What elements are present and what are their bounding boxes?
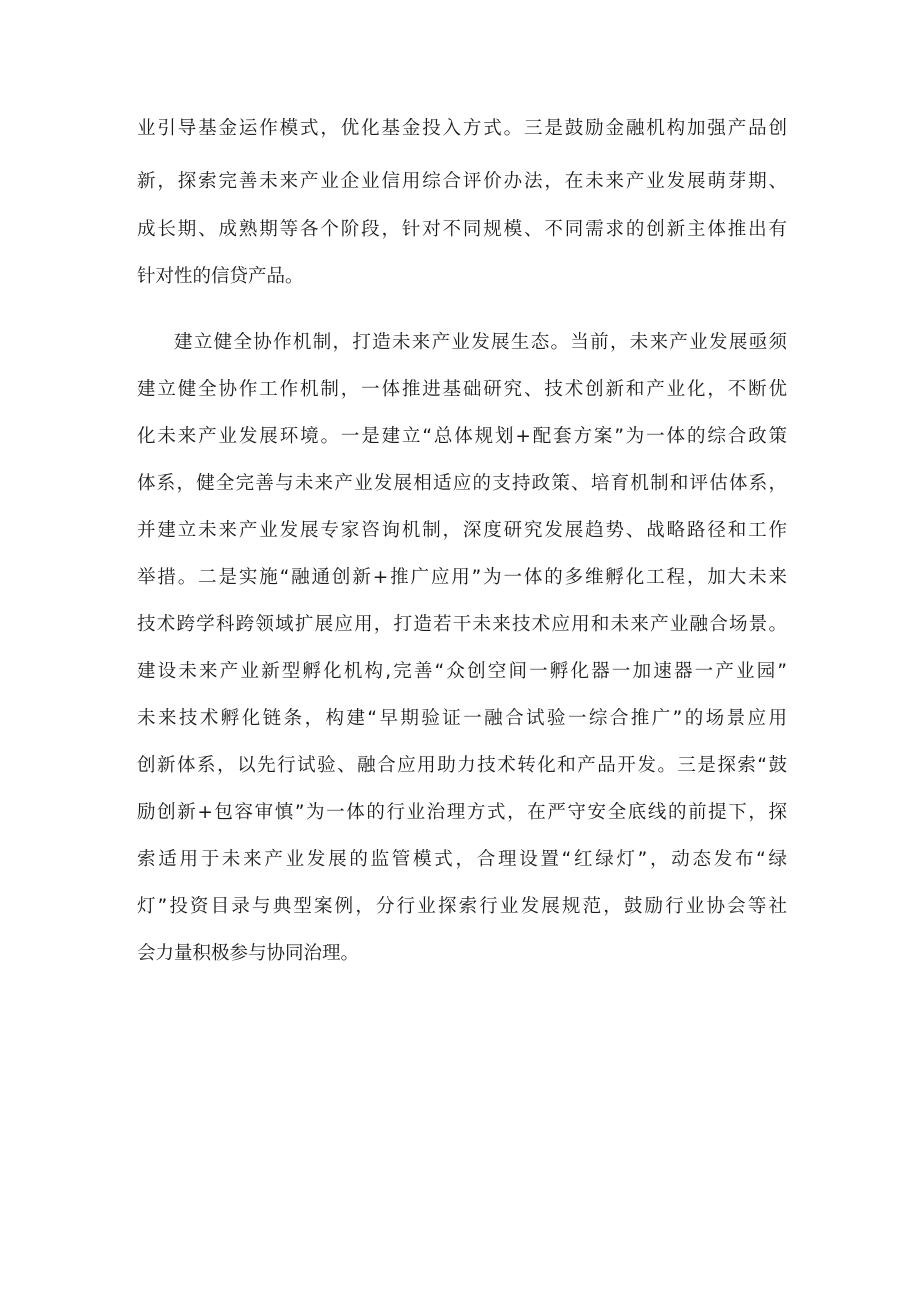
- paragraph-line: 创新体系，以先行试验、融合应用助力技术转化和产品开发。三是探索“鼓: [137, 755, 787, 776]
- paragraph-line: 针对性的信贷产品。: [137, 266, 304, 287]
- paragraph-line: 建设未来产业新型孵化机构,完善“众创空间一孵化器一加速器一产业园”: [137, 661, 787, 682]
- paragraph-line: 励创新+包容审慎”为一体的行业治理方式，在严守安全底线的前提下，探: [137, 802, 787, 823]
- paragraph-line: 新，探索完善未来产业企业信用综合评价办法，在未来产业发展萌芽期、: [137, 171, 787, 192]
- paragraph-line: 化未来产业发展环境。一是建立“总体规划+配套方案”为一体的综合政策: [137, 426, 787, 447]
- paragraph-line: 体系，健全完善与未来产业发展相适应的支持政策、培育机制和评估体系，: [137, 473, 787, 494]
- paragraph-line: 技术跨学科跨领域扩展应用，打造若干未来技术应用和未来产业融合场景。: [137, 614, 787, 635]
- paragraph-line: 业引导基金运作模式，优化基金投入方式。三是鼓励金融机构加强产品创: [137, 118, 787, 139]
- paragraph-line: 成长期、成熟期等各个阶段，针对不同规模、不同需求的创新主体推出有: [137, 219, 787, 240]
- paragraph-line: 举措。二是实施“融通创新+推广应用”为一体的多维孵化工程，加大未来: [137, 567, 787, 588]
- paragraph-line: 并建立未来产业发展专家咨询机制，深度研究发展趋势、战略路径和工作: [137, 520, 787, 541]
- paragraph-line: 会力量积极参与协同治理。: [137, 943, 360, 964]
- paragraph-line: 未来技术孵化链条，构建“早期验证一融合试验一综合推广”的场景应用: [137, 708, 787, 729]
- paragraph-line: 建立健全协作工作机制，一体推进基础研究、技术创新和产业化，不断优: [137, 379, 787, 400]
- paragraph-line: 建立健全协作机制，打造未来产业发展生态。当前，未来产业发展亟须: [174, 332, 787, 353]
- paragraph-line: 索适用于未来产业发展的监管模式，合理设置“红绿灯”，动态发布“绿: [137, 849, 787, 870]
- paragraph-line: 灯”投资目录与典型案例，分行业探索行业发展规范，鼓励行业协会等社: [137, 896, 787, 917]
